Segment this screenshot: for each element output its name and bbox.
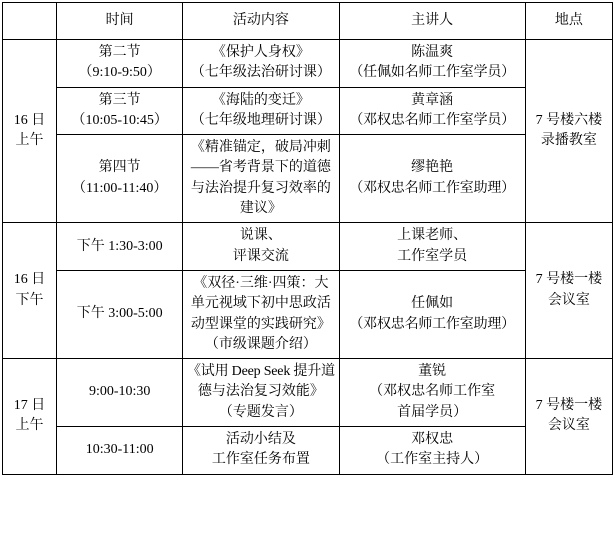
table-row (3, 270, 613, 358)
activity-cell: 《保护人身权》 （七年级法治研讨课） (183, 40, 339, 88)
speaker-cell: 董锐 （邓权忠名师工作室 首届学员） (339, 359, 525, 427)
table-header-row (3, 3, 613, 40)
time-cell: 9:00-10:30 (57, 359, 183, 427)
time-cell: 10:30-11:00 (57, 427, 183, 475)
activity-cell: 活动小结及 工作室任务布置 (183, 427, 339, 475)
time-cell: 第四节 （11:00-11:40） (57, 135, 183, 223)
table-row (3, 359, 613, 427)
day-cell: 17 日 上午 (3, 359, 57, 474)
day-cell: 16 日 上午 (3, 40, 57, 223)
activity-cell: 说课、 评课交流 (183, 223, 339, 271)
header-cell-place: 地点 (525, 3, 612, 40)
speaker-cell: 邓权忠 （工作室主持人） (339, 427, 525, 475)
time-cell: 下午 1:30-3:00 (57, 223, 183, 271)
table-row (3, 87, 613, 135)
speaker-cell: 上课老师、 工作室学员 (339, 223, 525, 271)
header-cell-time: 时间 (57, 3, 183, 40)
table-row (3, 427, 613, 475)
table-row (3, 135, 613, 223)
place-cell: 7 号楼六楼 录播教室 (525, 40, 612, 223)
activity-cell: 《双径·三维·四策：大 单元视域下初中思政活 动型课堂的实践研究》 （市级课题介绍） (183, 270, 339, 358)
speaker-cell: 任佩如 （邓权忠名师工作室助理） (339, 270, 525, 358)
time-cell: 第三节 （10:05-10:45） (57, 87, 183, 135)
header-cell-speaker: 主讲人 (339, 3, 525, 40)
time-cell: 下午 3:00-5:00 (57, 270, 183, 358)
activity-cell: 《精准锚定，破局冲刺 ——省考背景下的道德 与法治提升复习效率的 建议》 (183, 135, 339, 223)
speaker-cell: 陈温爽 （任佩如名师工作室学员） (339, 40, 525, 88)
table-row (3, 223, 613, 271)
place-cell: 7 号楼一楼 会议室 (525, 223, 612, 359)
time-cell: 第二节 （9:10-9:50） (57, 40, 183, 88)
activity-cell: 《试用 Deep Seek 提升道 德与法治复习效能》 （专题发言） (183, 359, 339, 427)
table-row (3, 40, 613, 88)
activity-schedule-table (2, 2, 613, 475)
speaker-cell: 缪艳艳 （邓权忠名师工作室助理） (339, 135, 525, 223)
place-cell: 7 号楼一楼 会议室 (525, 359, 612, 474)
day-cell: 16 日 下午 (3, 223, 57, 359)
header-cell-activity: 活动内容 (183, 3, 339, 40)
speaker-cell: 黄章涵 （邓权忠名师工作室学员） (339, 87, 525, 135)
activity-cell: 《海陆的变迁》 （七年级地理研讨课） (183, 87, 339, 135)
header-cell-blank (3, 3, 57, 40)
